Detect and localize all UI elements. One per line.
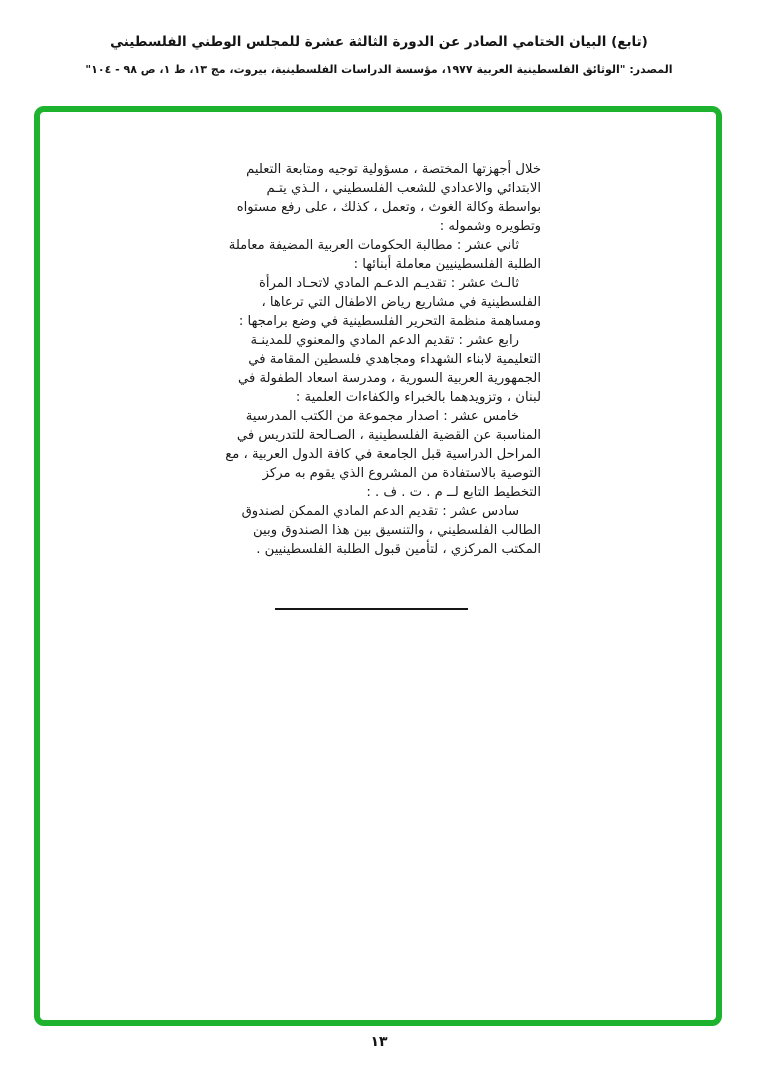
- body-line: وتطويره وشموله :: [439, 219, 541, 234]
- source-line: المصدر: "الوثائق الفلسطينية العربية ١٩٧٧، مؤسسة الدراسات الفلسطينية، بيروت، مج ١٣، ط ١، ص ٩٨ - ١٠٤": [85, 63, 673, 76]
- body-line: الفلسطينية في مشاريع رياض الاطفال التي ترعاها ،: [261, 295, 541, 310]
- body-line: ثالـث عشر : تقديـم الدعـم المادي لاتحـاد المرأة: [258, 276, 519, 291]
- body-line: الطالب الفلسطيني ، والتنسيق بين هذا الصندوق وبين: [253, 523, 541, 538]
- body-line: المراحل الدراسية قبل الجامعة في كافة الدول العربية ، مع: [225, 447, 541, 462]
- body-line: الجمهورية العربية السورية ، ومدرسة اسعاد الطفولة في: [237, 371, 541, 386]
- body-line: ومساهمة منظمة التحرير الفلسطينية في وضع برامجها :: [238, 314, 541, 329]
- separator-line: [275, 608, 468, 610]
- body-line: خامس عشر : اصدار مجموعة من الكتب المدرسية: [245, 409, 519, 424]
- body-line: لبنان ، وتزويدهما بالخبراء والكفاءات العلمية :: [295, 390, 541, 405]
- body-line: ثاني عشر : مطالبة الحكومات العربية المضيفة معاملة: [228, 238, 519, 253]
- body-line: المكتب المركزي ، لتأمين قبول الطلبة الفلسطينيين .: [256, 542, 541, 557]
- body-line: التخطيط التابع لــ م . ت . ف . :: [366, 485, 541, 500]
- body-line: التوصية بالاستفادة من المشروع الذي يقوم به مركز: [262, 466, 541, 481]
- body-text: [215, 160, 541, 559]
- body-line: بواسطة وكالة الغوث ، وتعمل ، كذلك ، على رفع مستواه: [236, 200, 541, 215]
- body-line: الطلبة الفلسطينيين معاملة أبنائها :: [353, 257, 541, 272]
- body-line: المناسبة عن القضية الفلسطينية ، الصـالحة للتدريس في: [236, 428, 541, 443]
- page-title: (تابع) البيان الختامي الصادر عن الدورة الثالثة عشرة للمجلس الوطني الفلسطيني: [110, 34, 648, 50]
- body-line: الابتدائي والاعدادي للشعب الفلسطيني ، الـذي يتـم: [266, 181, 541, 196]
- page-number: ١٣: [370, 1034, 388, 1050]
- body-line: سادس عشر : تقديم الدعم المادي الممكن لصندوق: [241, 504, 519, 519]
- body-line: التعليمية لابناء الشهداء ومجاهدي فلسطين المقامة في: [248, 352, 541, 367]
- body-line: خلال أجهزتها المختصة ، مسؤولية توجيه ومتابعة التعليم: [246, 162, 541, 177]
- body-line: رابع عشر : تقديم الدعم المادي والمعنوي للمدينـة: [250, 333, 519, 348]
